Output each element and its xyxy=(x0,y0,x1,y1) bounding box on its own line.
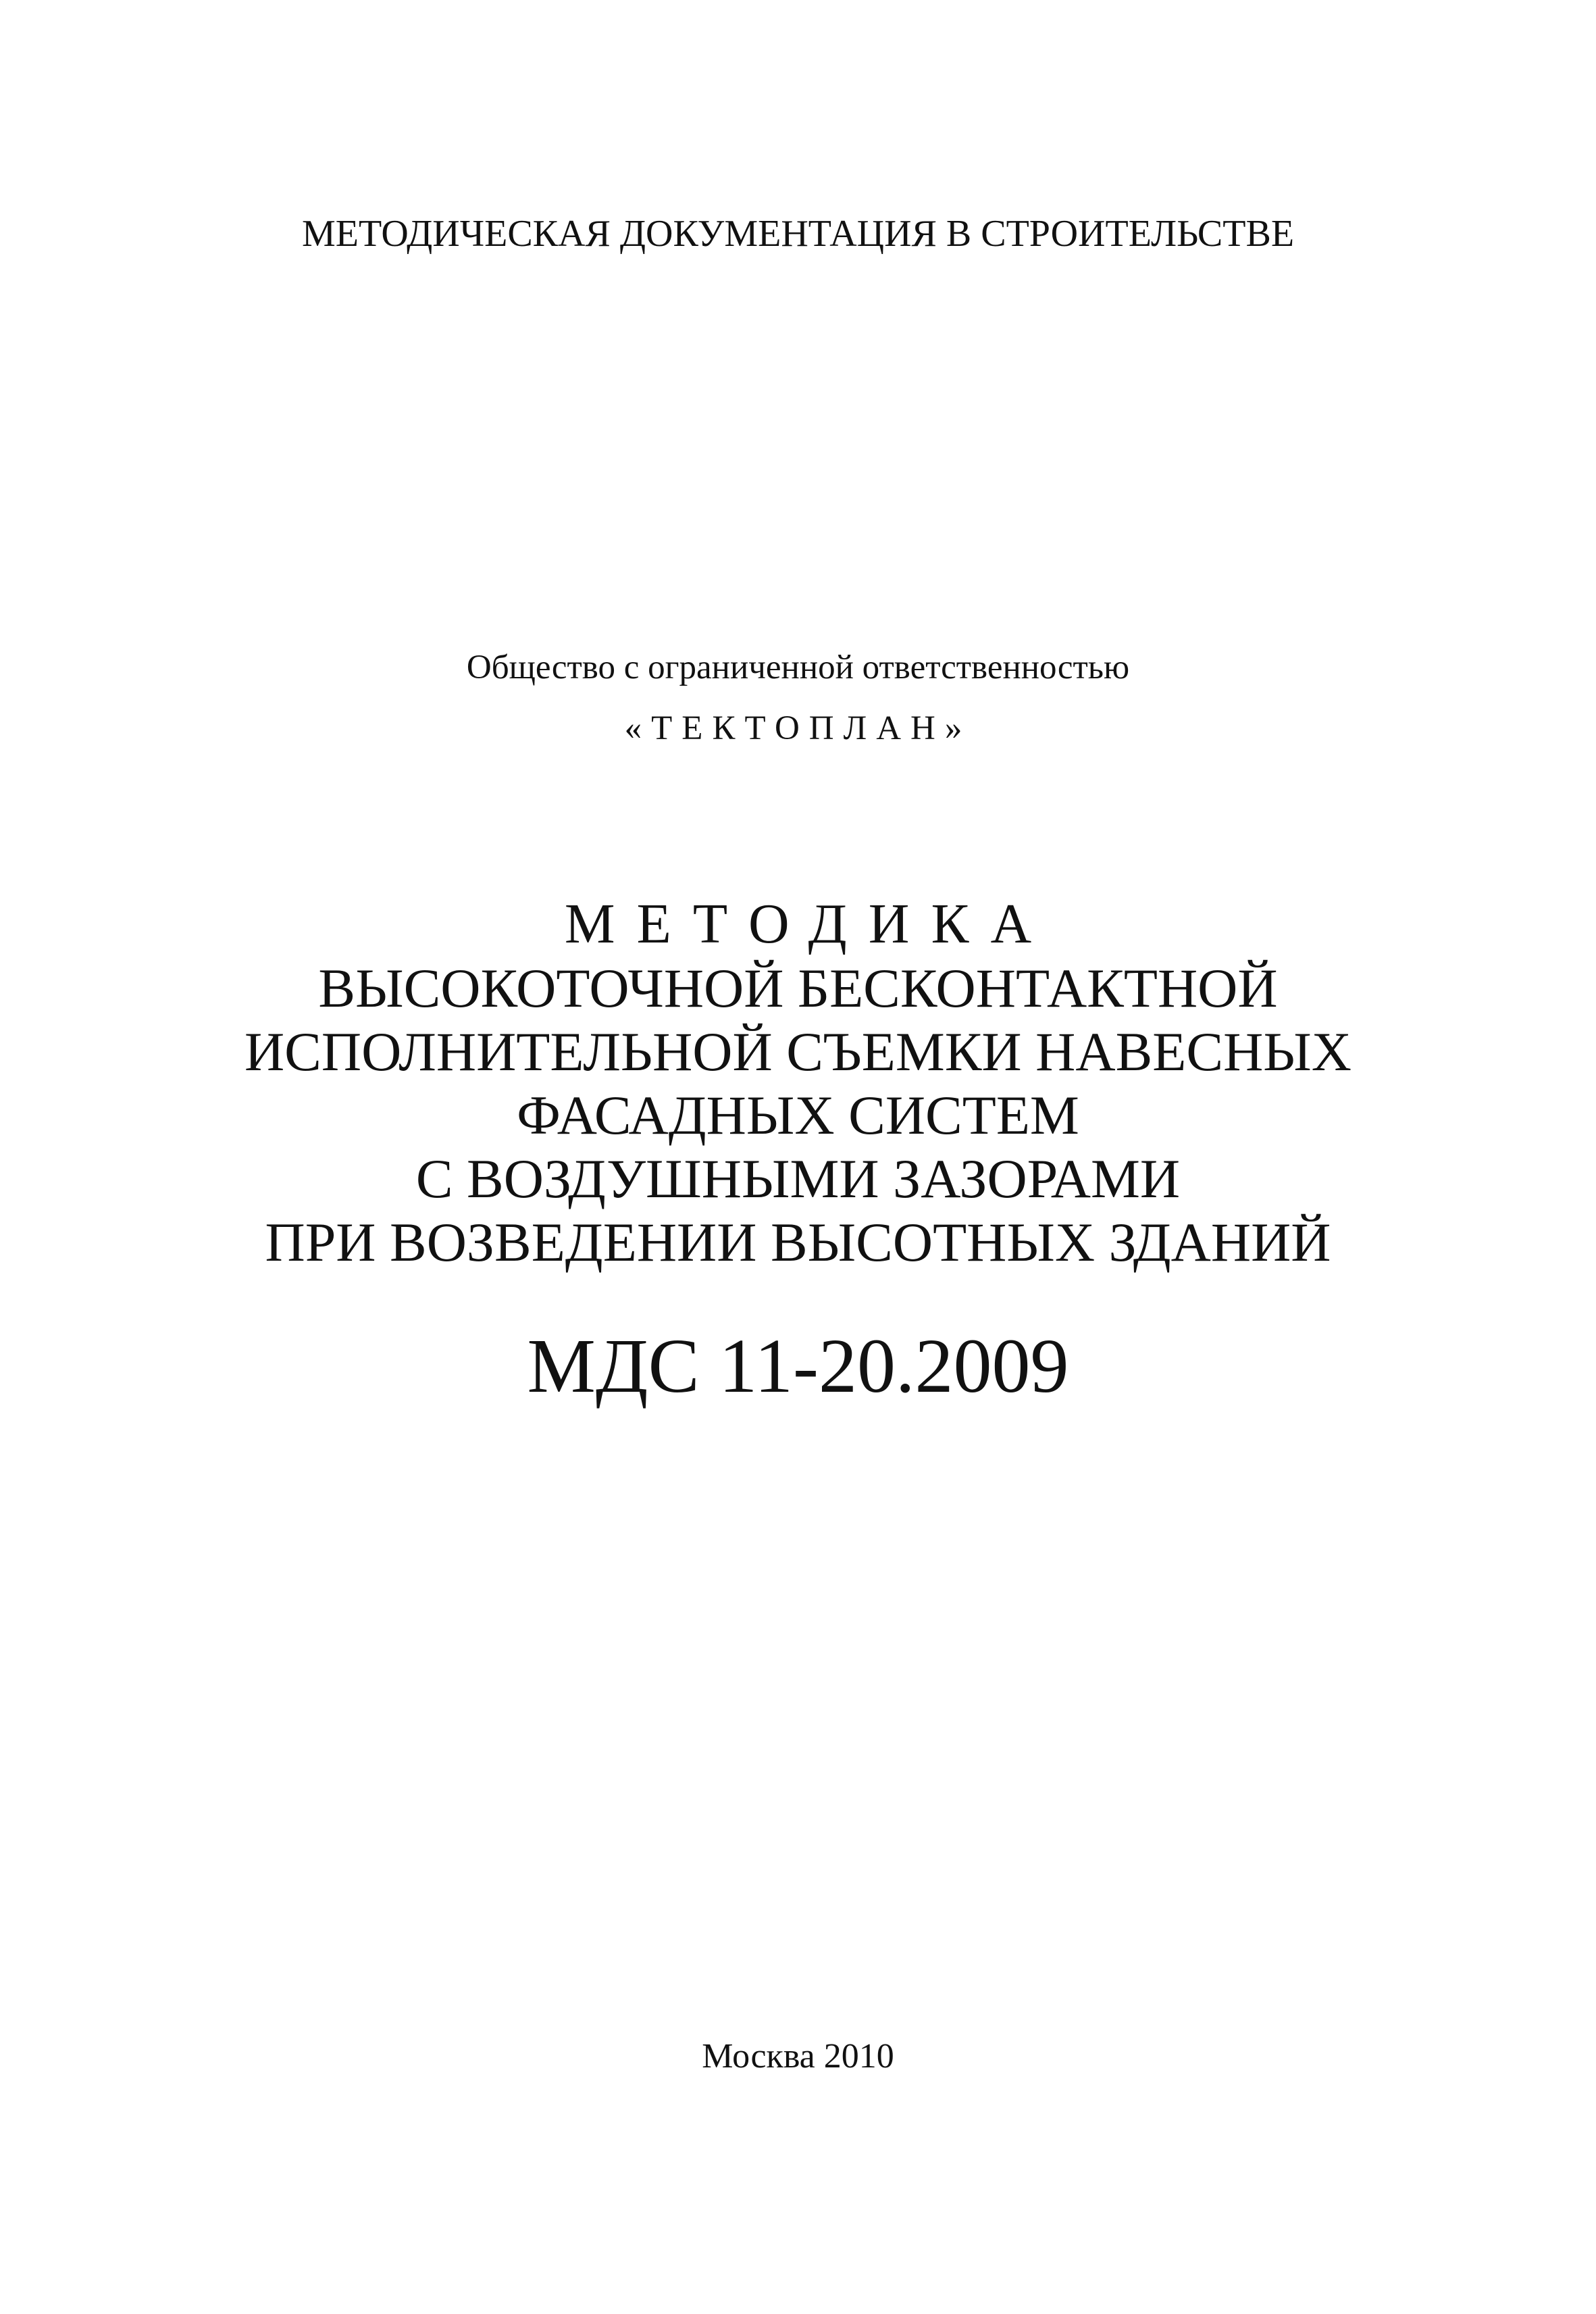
title-line-3: ФАСАДНЫХ СИСТЕМ xyxy=(517,1084,1079,1146)
document-code: МДС 11-20.2009 xyxy=(527,1323,1069,1409)
place-and-year: Москва 2010 xyxy=(702,2037,894,2076)
series-title: МЕТОДИЧЕСКАЯ ДОКУМЕНТАЦИЯ В СТРОИТЕЛЬСТВЕ xyxy=(301,213,1295,255)
organization-name: «ТЕКТОПЛАН» xyxy=(624,709,972,747)
title-heading: МЕТОДИКА xyxy=(564,892,1054,955)
title-line-1: ВЫСОКОТОЧНОЙ БЕСКОНТАКТНОЙ xyxy=(318,957,1278,1019)
organization-type: Общество с ограниченной ответственностью xyxy=(466,649,1130,686)
title-line-5: ПРИ ВОЗВЕДЕНИИ ВЫСОТНЫХ ЗДАНИЙ xyxy=(265,1211,1331,1273)
document-title xyxy=(0,892,1596,1274)
title-line-2: ИСПОЛНИТЕЛЬНОЙ СЪЕМКИ НАВЕСНЫХ xyxy=(244,1021,1352,1082)
title-line-4: С ВОЗДУШНЫМИ ЗАЗОРАМИ xyxy=(415,1148,1181,1209)
